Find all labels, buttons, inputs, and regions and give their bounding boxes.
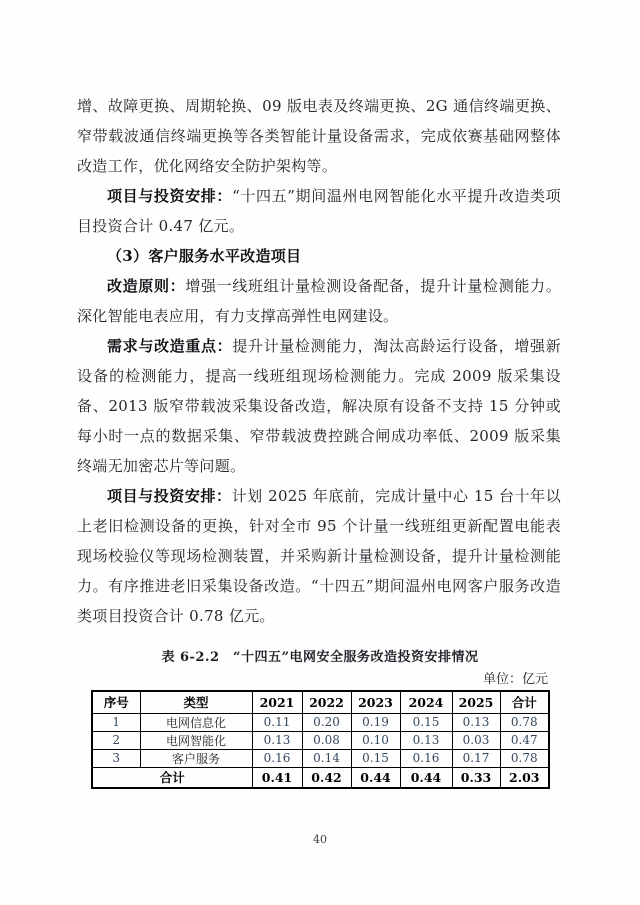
- cell-index: 3: [92, 749, 140, 767]
- cell-value: 0.78: [500, 713, 549, 731]
- total-value: 0.44: [351, 767, 400, 788]
- paragraph-lead: 需求与改造重点：: [107, 337, 233, 355]
- paragraph: [77, 181, 561, 241]
- cell-type: 客户服务: [140, 749, 252, 767]
- total-value: 0.33: [452, 767, 500, 788]
- header-cell: 2024: [400, 691, 452, 713]
- investment-table: [91, 690, 550, 789]
- cell-type: 电网信息化: [140, 713, 252, 731]
- table-header-row: [92, 691, 549, 713]
- table-caption: 表 6-2.2 “十四五”电网安全服务改造投资安排情况: [161, 650, 479, 665]
- total-value: 0.42: [302, 767, 351, 788]
- paragraph: [77, 271, 561, 331]
- cell-value: 0.10: [351, 731, 400, 749]
- cell-value: 0.13: [452, 713, 500, 731]
- section-heading: （3）客户服务水平改造项目: [107, 247, 302, 265]
- header-cell: 序号: [92, 691, 140, 713]
- paragraph: [77, 91, 561, 181]
- total-value: 2.03: [500, 767, 549, 788]
- header-cell: 类型: [140, 691, 252, 713]
- paragraph-text: 计划 2025 年底前，完成计量中心 15 台十年以上老旧检测设备的更换，针对全市 95 个计量一线班组更新配置电能表现场校验仪等现场检测装置，并采购新计量检测设备，提升计量检测能力。有序推进老旧采集设备改造。“十四五”期间温州电网客户服务改造类项目投资合计 0.78 亿元。: [77, 487, 561, 625]
- paragraph-lead: 改造原则：: [107, 277, 186, 295]
- cell-value: 0.11: [252, 713, 302, 731]
- total-label: 合计: [92, 767, 252, 788]
- table-row: [92, 749, 549, 767]
- page-number: 40: [313, 833, 327, 846]
- paragraph-text: 增、故障更换、周期轮换、09 版电表及终端更换、2G 通信终端更换、窄带载波通信终端更换等各类智能计量设备需求，完成依赛基础网整体改造工作，优化网络安全防护架构等。: [77, 97, 561, 175]
- cell-value: 0.20: [302, 713, 351, 731]
- cell-value: 0.16: [400, 749, 452, 767]
- cell-index: 1: [92, 713, 140, 731]
- cell-value: 0.08: [302, 731, 351, 749]
- paragraph-text: 增强一线班组计量检测设备配备，提升计量检测能力。深化智能电表应用，有力支撑高弹性电网建设。: [77, 277, 561, 325]
- cell-value: 0.19: [351, 713, 400, 731]
- header-cell: 合计: [500, 691, 549, 713]
- paragraph-lead: 项目与投资安排：: [107, 487, 232, 505]
- cell-value: 0.14: [302, 749, 351, 767]
- cell-value: 0.15: [351, 749, 400, 767]
- cell-value: 0.47: [500, 731, 549, 749]
- table-row: [92, 731, 549, 749]
- cell-value: 0.78: [500, 749, 549, 767]
- unit-label: 单位：亿元: [482, 672, 548, 687]
- paragraph-text: 提升计量检测能力，淘汰高龄运行设备，增强新设备的检测能力，提高一线班组现场检测能力。完成 2009 版采集设备、2013 版窄带载波采集设备改造，解决原有设备不支持 15 分钟或每小时一点的数据采集、窄带载波费控跳合闸成功率低、2009 版采集终端无加密芯片等问题。: [77, 337, 561, 475]
- cell-type: 电网智能化: [140, 731, 252, 749]
- total-value: 0.44: [400, 767, 452, 788]
- header-cell: 2022: [302, 691, 351, 713]
- paragraph-text: “十四五”期间温州电网智能化水平提升改造类项目投资合计 0.47 亿元。: [77, 187, 561, 235]
- cell-value: 0.17: [452, 749, 500, 767]
- paragraph: [77, 331, 561, 481]
- header-cell: 2025: [452, 691, 500, 713]
- cell-value: 0.13: [252, 731, 302, 749]
- table-total-row: [92, 767, 549, 788]
- header-cell: 2023: [351, 691, 400, 713]
- paragraph: [77, 481, 561, 631]
- cell-value: 0.03: [452, 731, 500, 749]
- cell-value: 0.13: [400, 731, 452, 749]
- table-row: [92, 713, 549, 731]
- total-value: 0.41: [252, 767, 302, 788]
- cell-value: 0.16: [252, 749, 302, 767]
- cell-value: 0.15: [400, 713, 452, 731]
- paragraph-lead: 项目与投资安排：: [107, 187, 233, 205]
- body-text: [77, 91, 561, 631]
- header-cell: 2021: [252, 691, 302, 713]
- cell-index: 2: [92, 731, 140, 749]
